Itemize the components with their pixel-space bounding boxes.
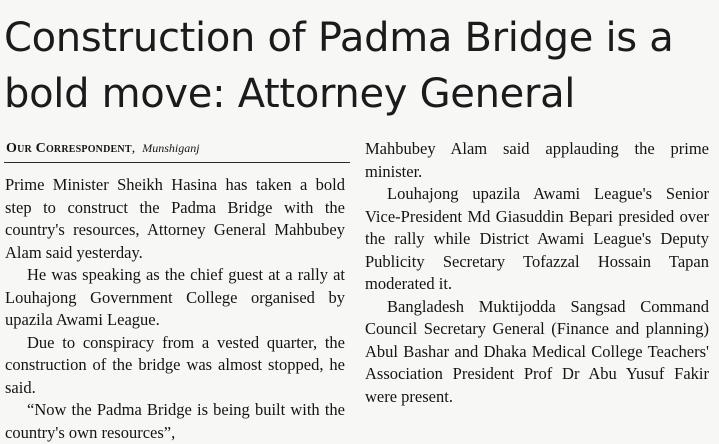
paragraph-chief-guest: He was speaking as the chief guest at a rally at Louhajong Government College organised by upazila Awami League. <box>5 265 345 329</box>
article-column-right <box>365 138 709 408</box>
paragraph-attendees: Bangladesh Muktijodda Sangsad Command Council Secretary General (Finance and planning) Abul Bashar and Dhaka Medical College Teachers' Association President Prof Dr Abu Yusuf Fakir were present. <box>365 296 709 406</box>
paragraph-quote-continued: Mahbubey Alam said applauding the prime minister. <box>365 139 709 181</box>
article-headline: Construction of Padma Bridge is a bold move: Attorney General <box>4 15 674 117</box>
byline-author: Our Correspondent <box>6 141 132 156</box>
paragraph-intro: Prime Minister Sheikh Hasina has taken a bold step to construct the Padma Bridge with the country's resources, Attorney General Mahbubey Alam said yesterday. <box>5 175 345 262</box>
byline-separator: , <box>131 141 136 156</box>
paragraph-presided: Louhajong upazila Awami League's Senior Vice-President Md Giasuddin Bepari presided over the rally while District Awami League's Deputy Publicity Secretary Tofazzal Hossain Tapan moderated it. <box>365 184 709 293</box>
paragraph-quote-start: “Now the Padma Bridge is being built with the country's own resources”, <box>5 400 345 442</box>
byline-divider <box>4 162 350 163</box>
paragraph-conspiracy: Due to conspiracy from a vested quarter, the construction of the bridge was almost stopped, he said. <box>5 332 345 397</box>
byline-location: Munshiganj <box>142 141 200 155</box>
article-column-left <box>5 174 345 444</box>
byline <box>6 138 200 158</box>
